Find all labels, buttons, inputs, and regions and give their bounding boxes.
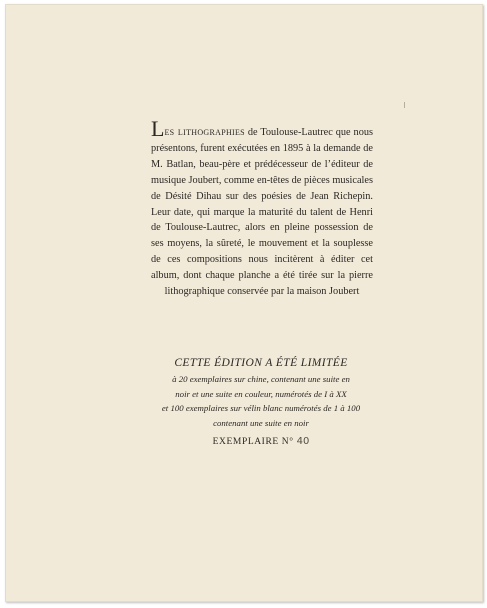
copy-label: EXEMPLAIRE N°: [212, 437, 294, 447]
edition-title: CETTE ÉDITION A ÉTÉ LIMITÉE: [174, 357, 348, 369]
edition-line: et 100 exemplaires sur vélin blanc numérotés de 1 à 100: [161, 403, 361, 413]
copy-number-line: [145, 436, 377, 447]
intro-smallcaps: es lithographies: [164, 126, 245, 138]
edition-line: contenant une suite en noir: [213, 417, 309, 428]
copy-number: 40: [296, 436, 310, 447]
edition-line: noir et une suite en couleur, numérotés de I à XX: [175, 388, 347, 399]
edition-notice: [145, 354, 377, 430]
pencil-mark: [404, 102, 405, 108]
colophon-page: [5, 4, 483, 602]
edition-line: à 20 exemplaires sur chine, contenant une suite en: [172, 374, 350, 384]
intro-text: de Toulouse-Lautrec que nous présentons, furent exécutées en 1895 à la demande de M. Batlan, beau-père et prédécesseur de l’éditeur de musique Joubert, comme en-têtes de pièces musicales de Désité Dihau sur des poésies de Jean Richepin. Leur date, qui marque la maturité du talent de Henri de Toulouse-Lautrec, alors en pleine possession de ses moyens, la sûreté, le mouvement et la souplesse de ces compositions nous incitèrent à éditer cet album, dont chaque planche a été tirée sur la pierre lithographique conservée par la maison Joubert: [151, 127, 373, 298]
intro-paragraph: [151, 116, 373, 300]
drop-cap: L: [151, 116, 165, 141]
